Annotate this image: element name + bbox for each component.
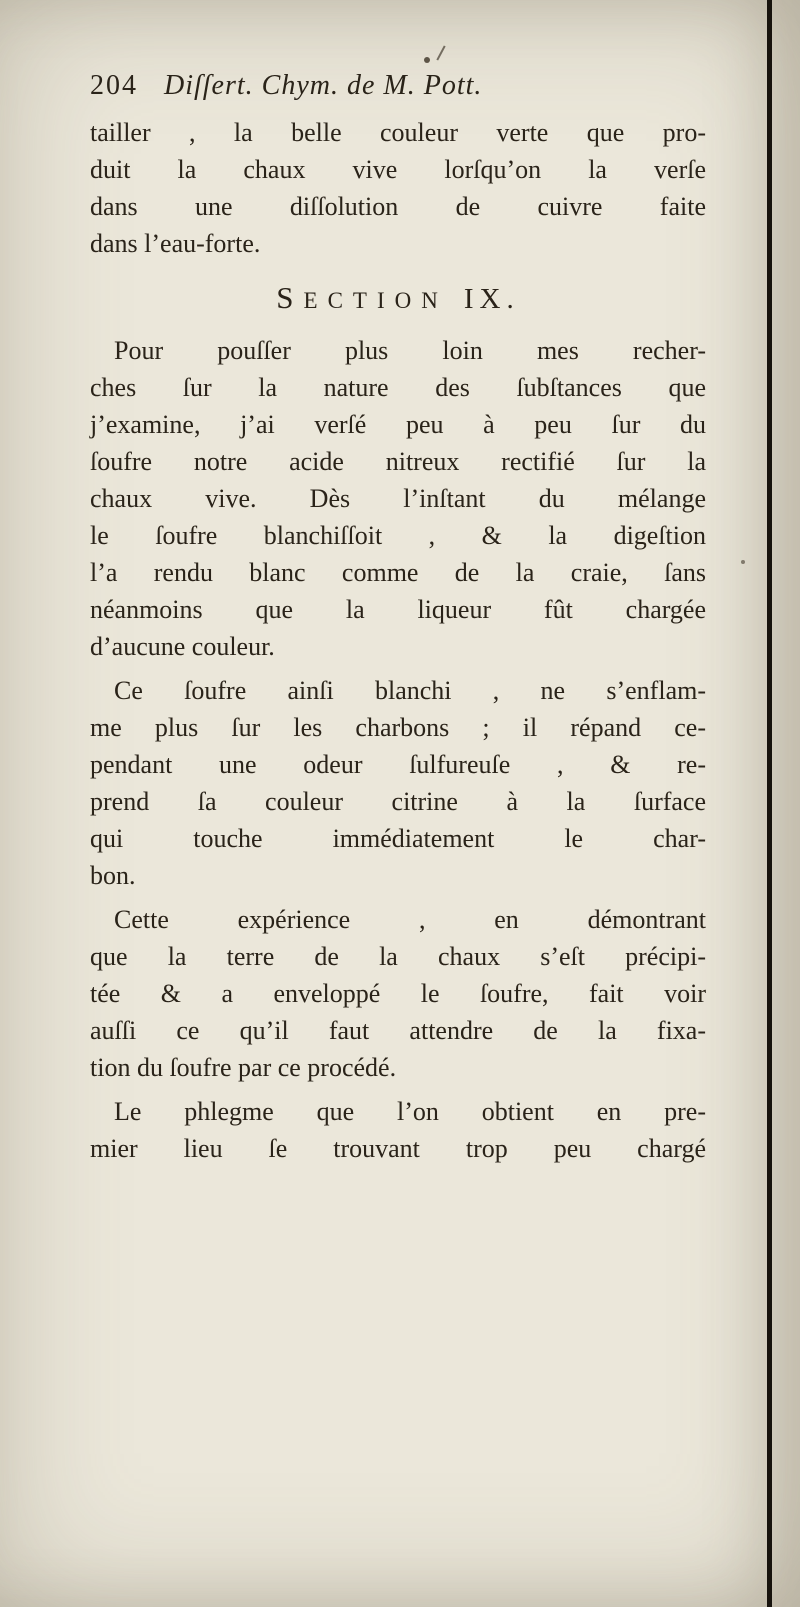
page-edge-line (767, 0, 772, 1607)
running-title: Diſſert. Chym. de M. Pott. (164, 70, 483, 101)
text-line: tée & a enveloppé le ſoufre, fait voir (90, 979, 706, 1008)
text-line: j’examine, j’ai verſé peu à peu ſur du (90, 410, 706, 439)
running-header (90, 70, 706, 102)
ink-speck (436, 45, 445, 60)
ink-speck (424, 57, 430, 63)
text-line: pendant une odeur ſulfureuſe , & re- (90, 750, 706, 779)
section-numeral: IX. (463, 283, 520, 315)
text-line: que la terre de la chaux s’eſt précipi- (90, 942, 706, 971)
section-heading (90, 280, 706, 316)
text-line: auſſi ce qu’il faut attendre de la fixa- (90, 1016, 706, 1045)
page-number: 204 (90, 70, 138, 101)
paragraph (90, 114, 706, 262)
text-line: l’a rendu blanc comme de la craie, ſans (90, 558, 706, 587)
text-line: me plus ſur les charbons ; il répand ce- (90, 713, 706, 742)
text-line: tion du ſoufre par ce procédé. (90, 1053, 397, 1082)
text-line: ſoufre notre acide nitreux rectifié ſur la (90, 447, 706, 476)
text-line: le ſoufre blanchiſſoit , & la digeſtion (90, 521, 706, 550)
text-line: ches ſur la nature des ſubſtances que (90, 373, 706, 402)
text-line: Le phlegme que l’on obtient en pre- (114, 1097, 706, 1126)
text-line: chaux vive. Dès l’inſtant du mélange (90, 484, 706, 513)
text-line: prend ſa couleur citrine à la ſurface (90, 787, 706, 816)
text-line: néanmoins que la liqueur fût chargée (90, 595, 706, 624)
ink-speck (741, 560, 745, 564)
text-line: Ce ſoufre ainſi blanchi , ne s’enflam- (114, 676, 706, 705)
text-block (90, 70, 706, 1174)
section-word-rest: ECTION (303, 288, 448, 313)
text-line: bon. (90, 861, 136, 890)
text-line: mier lieu ſe trouvant trop peu chargé (90, 1134, 706, 1163)
paragraph (90, 901, 706, 1086)
text-line: qui touche immédiatement le char- (90, 824, 706, 853)
paragraph (90, 332, 706, 665)
text-line: Cette expérience , en démontrant (114, 905, 706, 934)
text-line: dans l’eau-forte. (90, 229, 261, 258)
text-line: duit la chaux vive lorſqu’on la verſe (90, 155, 706, 184)
paragraph (90, 672, 706, 894)
section-word-initial: S (276, 280, 304, 315)
text-line: Pour pouſſer plus loin mes recher- (114, 336, 706, 365)
text-line: dans une diſſolution de cuivre faite (90, 192, 706, 221)
text-line: d’aucune couleur. (90, 632, 275, 661)
paragraph (90, 1093, 706, 1167)
text-line: tailler , la belle couleur verte que pro- (90, 118, 706, 147)
